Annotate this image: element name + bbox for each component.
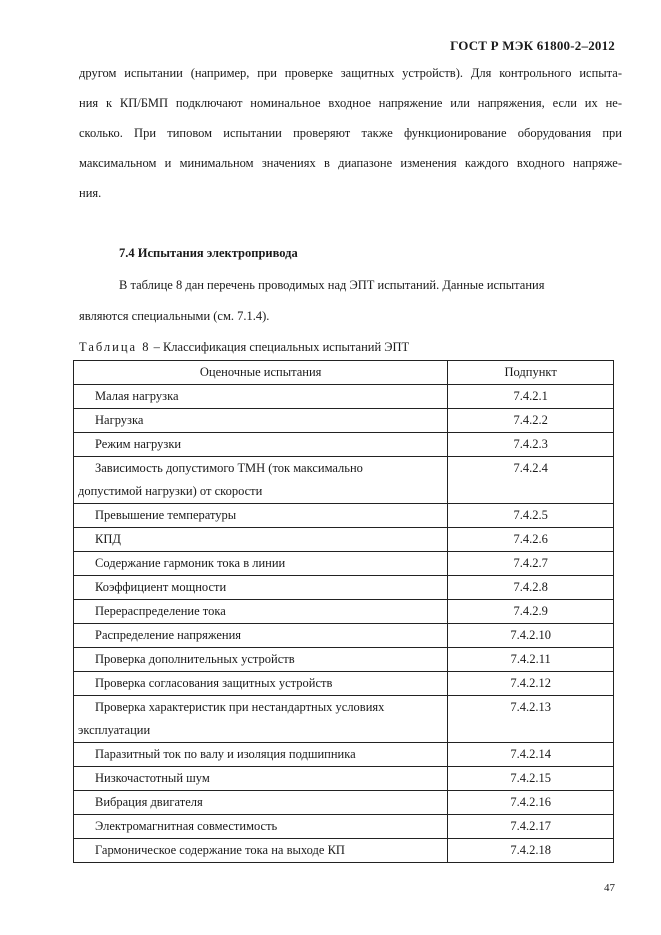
paragraph1-line-3: сколько. При типовом испытании проверяют также функционирование оборудования при bbox=[79, 126, 622, 140]
row-name: Зависимость допустимого ТМН (ток максимально bbox=[95, 461, 363, 475]
header-tests: Оценочные испытания bbox=[74, 361, 448, 385]
table-row: Нагрузка 7.4.2.2 bbox=[74, 409, 614, 433]
paragraph1-line-4: максимальном и минимальном значениях в диапазоне изменения каждого входного напряже- bbox=[79, 156, 622, 170]
header-subclause: Подпункт bbox=[448, 361, 614, 385]
table-row: Гармоническое содержание тока на выходе КП 7.4.2.18 bbox=[74, 839, 614, 863]
table-row: Проверка согласования защитных устройств 7.4.2.12 bbox=[74, 672, 614, 696]
table-row: КПД 7.4.2.6 bbox=[74, 528, 614, 552]
table-row: Проверка характеристик при нестандартных условиях эксплуатации 7.4.2.13 bbox=[74, 696, 614, 743]
tests-table bbox=[73, 360, 614, 863]
table-row: Малая нагрузка 7.4.2.1 bbox=[74, 385, 614, 409]
table-row: Распределение напряжения 7.4.2.10 bbox=[74, 624, 614, 648]
section-title: 7.4 Испытания электропривода bbox=[119, 246, 298, 260]
table-row: Перераспределение тока 7.4.2.9 bbox=[74, 600, 614, 624]
table-caption-text: – Классификация специальных испытаний ЭПТ bbox=[150, 340, 410, 354]
paragraph1-line-5: ния. bbox=[79, 186, 102, 200]
paragraph2-line-2: являются специальными (см. 7.1.4). bbox=[79, 309, 270, 323]
standard-header: ГОСТ Р МЭК 61800-2–2012 bbox=[450, 38, 615, 53]
table-caption-label: Таблица 8 bbox=[79, 340, 151, 354]
table-row: Коэффициент мощности 7.4.2.8 bbox=[74, 576, 614, 600]
table-row: Зависимость допустимого ТМН (ток максимально допустимой нагрузки) от скорости 7.4.2.4 bbox=[74, 457, 614, 504]
paragraph2-line-1: В таблице 8 дан перечень проводимых над ЭПТ испытаний. Данные испытания bbox=[119, 278, 545, 292]
table-row: Проверка дополнительных устройств 7.4.2.11 bbox=[74, 648, 614, 672]
table-row: Низкочастотный шум 7.4.2.15 bbox=[74, 767, 614, 791]
paragraph1-line-2: ния к КП/БМП подключают номинальное входное напряжение или напряжения, если их не- bbox=[79, 96, 622, 110]
paragraph1-line-1: другом испытании (например, при проверке защитных устройств). Для контрольного испыта- bbox=[79, 66, 622, 80]
table-row: Электромагнитная совместимость 7.4.2.17 bbox=[74, 815, 614, 839]
row-name-continuation: эксплуатации bbox=[78, 723, 151, 737]
table-row: Вибрация двигателя 7.4.2.16 bbox=[74, 791, 614, 815]
row-name-continuation: допустимой нагрузки) от скорости bbox=[78, 484, 263, 498]
page-number: 47 bbox=[604, 882, 615, 894]
table-row: Режим нагрузки 7.4.2.3 bbox=[74, 433, 614, 457]
table-row: Содержание гармоник тока в линии 7.4.2.7 bbox=[74, 552, 614, 576]
table-caption bbox=[79, 340, 409, 355]
table-row: Превышение температуры 7.4.2.5 bbox=[74, 504, 614, 528]
row-name: Проверка характеристик при нестандартных условиях bbox=[95, 700, 385, 714]
table-row: Паразитный ток по валу и изоляция подшипника 7.4.2.14 bbox=[74, 743, 614, 767]
